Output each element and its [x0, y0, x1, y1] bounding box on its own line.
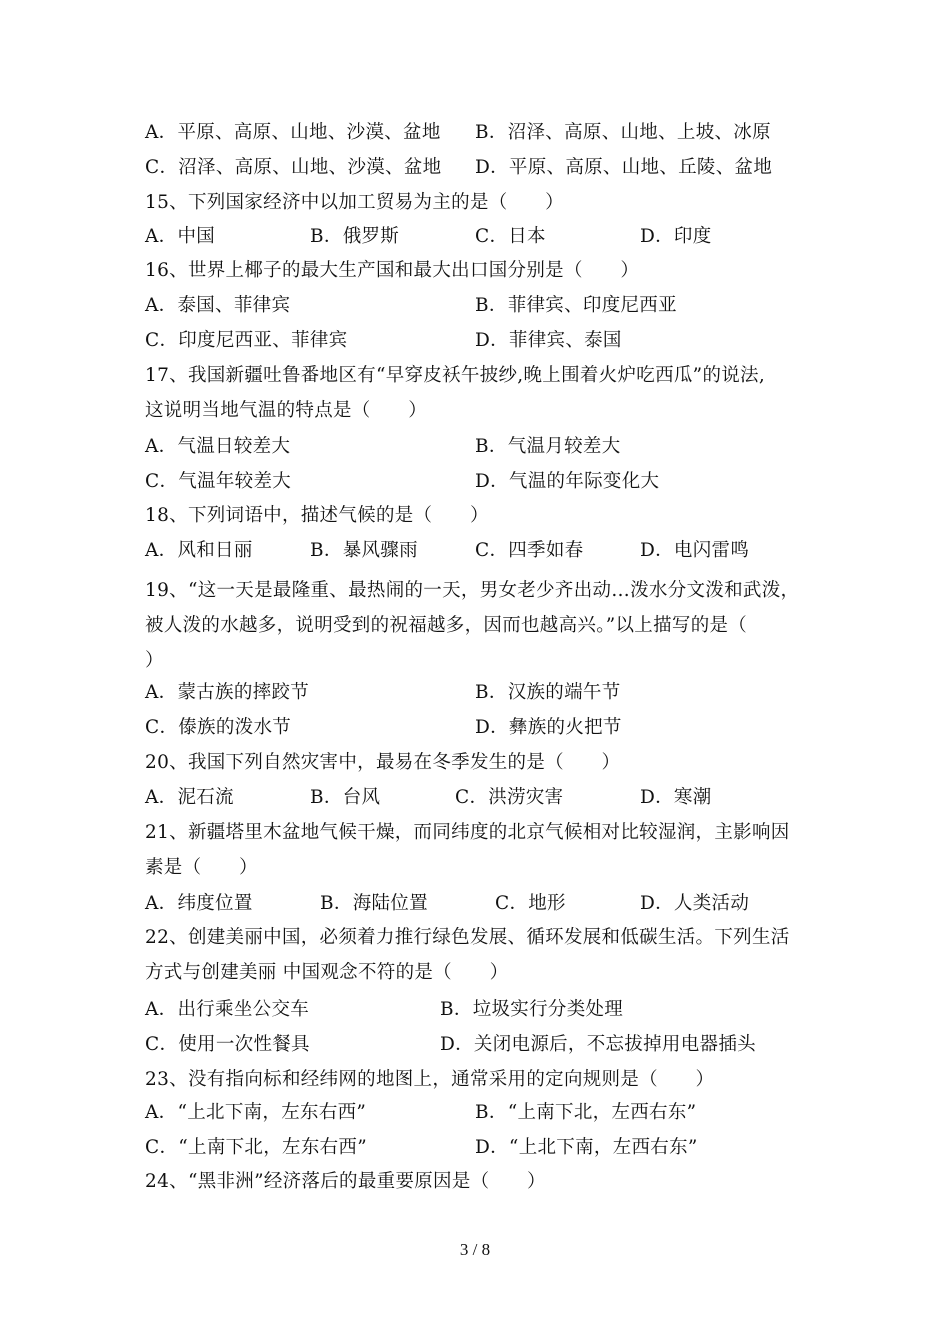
question-text: 16、世界上椰子的最大生产国和最大出口国分别是（ ）: [145, 260, 640, 281]
option-text: A．纬度位置: [145, 893, 253, 914]
option-text: D．“上北下南，左西右东”: [475, 1137, 698, 1158]
option-text: A．气温日较差大: [145, 436, 291, 457]
option-text: C．气温年较差大: [145, 471, 292, 492]
option-text: C．地形: [495, 893, 566, 914]
option-text: C．沼泽、高原、山地、沙漠、盆地: [145, 157, 442, 178]
question-text: 15、下列国家经济中以加工贸易为主的是（ ）: [145, 192, 564, 213]
option-text: D．菲律宾、泰国: [475, 330, 622, 351]
option-text: C．“上南下北，左东右西”: [145, 1137, 367, 1158]
option-text: D．气温的年际变化大: [475, 471, 660, 492]
option-text: C．洪涝灾害: [455, 787, 564, 808]
option-text: B．气温月较差大: [475, 436, 621, 457]
option-text: C．傣族的泼水节: [145, 717, 292, 738]
question-text: 20、我国下列自然灾害中，最易在冬季发生的是（ ）: [145, 752, 621, 773]
option-text: D．电闪雷鸣: [640, 540, 750, 561]
question-text: ）: [145, 650, 164, 671]
option-text: A．蒙古族的摔跤节: [145, 682, 310, 703]
option-text: C．使用一次性餐具: [145, 1034, 310, 1055]
option-text: D．关闭电源后，不忘拔掉用电器插头: [440, 1034, 756, 1055]
option-text: B．菲律宾、印度尼西亚: [475, 295, 677, 316]
question-text: 23、没有指向标和经纬网的地图上，通常采用的定向规则是（ ）: [145, 1069, 715, 1090]
question-text: 24、“黑非洲”经济落后的最重要原因是（ ）: [145, 1171, 546, 1192]
option-text: D．彝族的火把节: [475, 717, 622, 738]
question-text: 18、下列词语中，描述气候的是（ ）: [145, 505, 489, 526]
option-text: D．寒潮: [640, 787, 712, 808]
option-text: A．泥石流: [145, 787, 234, 808]
option-text: A．出行乘坐公交车: [145, 999, 310, 1020]
question-text: 19、“这一天是最隆重、最热闹的一天，男女老少齐出动…泼水分文泼和武泼，: [145, 580, 800, 601]
option-text: C．印度尼西亚、菲律宾: [145, 330, 348, 351]
option-text: D．印度: [640, 226, 712, 247]
question-text: 被人泼的水越多，说明受到的祝福越多，因而也越高兴。”以上描写的是（: [145, 615, 748, 636]
option-text: C．四季如春: [475, 540, 584, 561]
option-text: B．台风: [310, 787, 381, 808]
option-text: B．汉族的端午节: [475, 682, 621, 703]
option-text: B．垃圾实行分类处理: [440, 999, 624, 1020]
option-text: B．海陆位置: [320, 893, 428, 914]
question-text: 22、创建美丽中国，必须着力推行绿色发展、循环发展和低碳生活。下列生活: [145, 927, 790, 948]
option-text: A．平原、高原、山地、沙漠、盆地: [145, 122, 441, 143]
page-number: 3 / 8: [459, 1240, 491, 1259]
question-text: 方式与创建美丽 中国观念不符的是（ ）: [145, 962, 509, 983]
question-text: 素是（ ）: [145, 857, 258, 878]
option-text: B．“上南下北，左西右东”: [475, 1102, 697, 1123]
option-text: C．日本: [475, 226, 546, 247]
option-text: D．平原、高原、山地、丘陵、盆地: [475, 157, 773, 178]
option-text: B．俄罗斯: [310, 226, 400, 247]
option-text: A．“上北下南，左东右西”: [145, 1102, 367, 1123]
question-text: 17、我国新疆吐鲁番地区有“早穿皮袄午披纱,晚上围着火炉吃西瓜”的说法,: [145, 365, 766, 386]
option-text: D．人类活动: [640, 893, 750, 914]
option-text: A．风和日丽: [145, 540, 253, 561]
option-text: A．中国: [145, 226, 216, 247]
question-text: 这说明当地气温的特点是（ ）: [145, 400, 428, 421]
option-text: B．沼泽、高原、山地、上坡、冰原: [475, 122, 771, 143]
question-text: 21、新疆塔里木盆地气候干燥，而同纬度的北京气候相对比较湿润，主影响因: [145, 822, 790, 843]
option-text: B．暴风骤雨: [310, 540, 418, 561]
option-text: A．泰国、菲律宾: [145, 295, 291, 316]
